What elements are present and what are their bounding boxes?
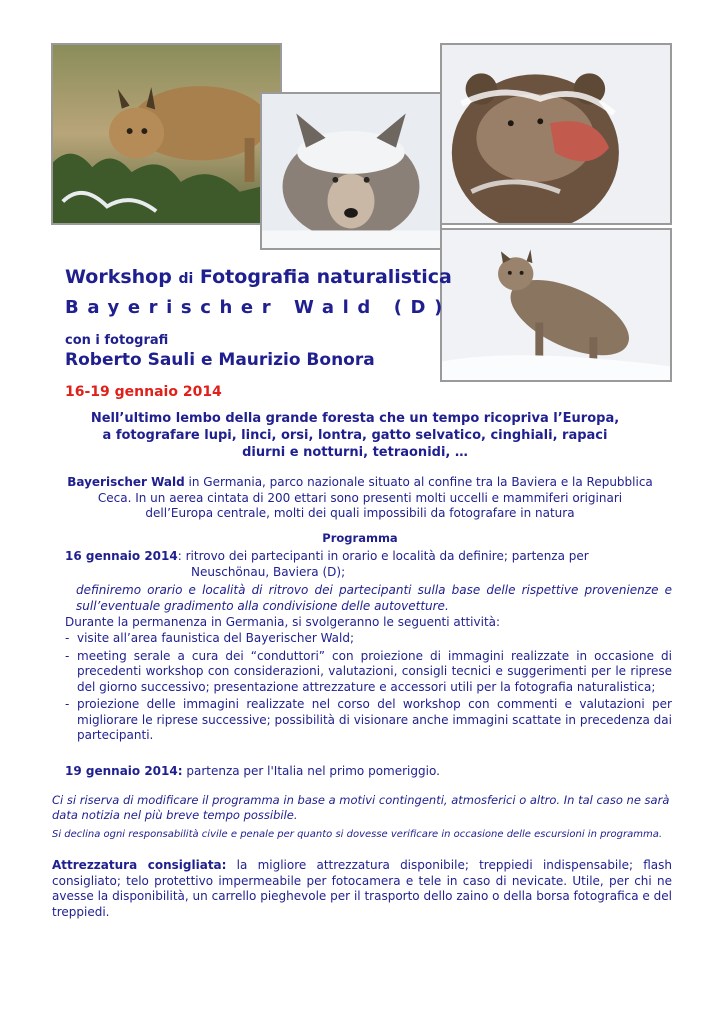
intro-line: a fotografare lupi, linci, orsi, lontra, gatto selvatico, cinghiali, rapaci	[102, 428, 608, 443]
day-1-note: definiremo orario e località di ritrovo dei partecipanti sulla base delle rispettive provenienze e sull’eventuale gradimento alla condivisione delle autovetture.	[76, 583, 672, 613]
stay-intro: Durante la permanenza in Germania, si svolgeranno le seguenti attività:	[65, 615, 501, 629]
equipment-label: Attrezzatura consigliata:	[52, 858, 227, 872]
list-item: - visite all’area faunistica del Bayerischer Wald;	[65, 631, 355, 645]
intro-line: diurni e notturni, tetraonidi, …	[242, 445, 468, 460]
wildcat-photo	[440, 228, 672, 382]
list-item: - proiezione delle immagini realizzate nel corso del workshop con commenti e valutazioni per migliorare le riprese successive; possibilità di visionare anche immagini scattate in precedenza dai partecipanti.	[65, 697, 672, 742]
park-name: Bayerischer Wald	[67, 475, 185, 489]
day-label: 19 gennaio 2014:	[65, 764, 183, 778]
program-title: Programma	[322, 531, 398, 545]
program-day-19: 19 gennaio 2014: partenza per l'Italia nel primo pomeriggio.	[65, 764, 440, 778]
equipment-note: Attrezzatura consigliata: la migliore attrezzatura disponibile; treppiedi indispensabile; flash consigliato; telo protettivo impermeabile per fotocamera e tele in caso di nevicate. Utile, per chi ne avesse la disponibilità, un carrello pieghevole per il trasporto dello zaino o della borsa fotografica e del treppiedi.	[52, 858, 673, 919]
intro-text	[60, 410, 650, 461]
wolf-photo	[260, 92, 442, 250]
day-label: 16 gennaio 2014	[65, 549, 178, 563]
location-subtitle: Bayerischer Wald (D)	[65, 297, 451, 318]
activities-list	[65, 631, 672, 746]
list-item: - meeting serale a cura dei “conduttori” con proiezione di immagini realizzate in occasione di precedenti workshop con considerazioni, valutazioni, consigli tecnici e suggerimenti per le riprese del giorno successivo; presentazione attrezzature e accessori utili per la fotografia naturalistica;	[65, 648, 672, 694]
disclaimer-note: Si declina ogni responsabilità civile e penale per quanto si dovesse verificare in occasione delle escursioni in programma.	[52, 829, 663, 840]
intro-line: Nell’ultimo lembo della grande foresta che un tempo ricopriva l’Europa,	[90, 411, 620, 426]
event-dates: 16-19 gennaio 2014	[65, 384, 222, 400]
page-title: Workshop di Fotografia naturalistica	[65, 266, 452, 288]
con-fotografi-label: con i fotografi	[65, 333, 169, 348]
bear-photo	[440, 43, 672, 225]
authors: Roberto Sauli e Maurizio Bonora	[65, 350, 375, 370]
program-day-1: 16 gennaio 2014: ritrovo dei partecipanti in orario e località da definire; partenza per Neuschönau, Baviera (D);	[65, 549, 589, 579]
reserve-note: Ci si riserva di modificare il programma in base a motivi contingenti, atmosferici o altro. In tal caso ne sarà data notizia nel più breve tempo possibile.	[52, 793, 670, 822]
park-description: Bayerischer Wald in Germania, parco nazionale situato al confine tra la Baviera e la Repubblica Ceca. In un aerea cintata di 200 ettari sono presenti molti uccelli e mammiferi originari dell’Europa centrale, molti dei quali impossibili da fotografare in natura	[67, 475, 653, 520]
lynx-photo	[51, 43, 282, 225]
